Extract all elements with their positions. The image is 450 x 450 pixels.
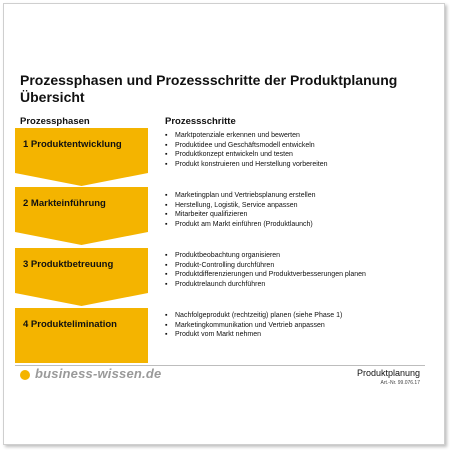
phase-4-box <box>15 308 148 363</box>
bullet-icon: ▪ <box>165 192 168 199</box>
bullet-icon: ▪ <box>165 312 168 319</box>
phase-3-steps <box>165 251 440 289</box>
bullet-icon: ▪ <box>165 141 168 149</box>
bullet-icon: ▪ <box>165 201 168 209</box>
footer-doc-title: Produktplanung <box>356 368 420 378</box>
footer-article-number: Art.-Nr. 99.076.17 <box>380 380 420 386</box>
bullet-icon: ▪ <box>165 151 168 158</box>
phase-1-arrow <box>15 128 148 186</box>
box-shape <box>15 308 148 363</box>
page-title <box>20 72 420 106</box>
column-header-phases: Prozessphasen <box>20 116 90 127</box>
list-item: ▪ Nachfolgeprodukt (rechtzeitig) planen (siehe Phase 1) <box>165 312 343 319</box>
list-item: ▪ Produkt am Markt einführen (Produktlaunch) <box>165 220 313 228</box>
list-item: ▪ Produkt vom Markt nehmen <box>165 331 261 338</box>
phase-4-steps <box>165 311 440 340</box>
list-item: ▪ Produkt konstruieren und Herstellung vorbereiten <box>165 160 328 168</box>
phase-1-steps <box>165 131 440 169</box>
phase-4-label: 4 Produktelimination <box>23 319 117 330</box>
list-item: ▪ Produktbeobachtung organisieren <box>165 252 281 259</box>
bullet-icon: ▪ <box>165 261 168 269</box>
phase-2-label: 2 Markteinführung <box>23 198 106 209</box>
list-item: ▪ Herstellung, Logistik, Service anpassen <box>165 201 298 209</box>
logo: business-wissen.de <box>35 366 162 381</box>
phase-1-label: 1 Produktentwicklung <box>23 139 122 150</box>
bullet-icon: ▪ <box>165 211 168 218</box>
phase-3-label: 3 Produktbetreuung <box>23 259 114 270</box>
list-item: ▪ Produktkonzept entwickeln und testen <box>165 151 293 158</box>
list-item: ▪ Marketingplan und Vertriebsplanung erstellen <box>165 192 316 199</box>
list-item: ▪ Marktpotenziale erkennen und bewerten <box>165 132 300 139</box>
title-line-2: Übersicht <box>20 89 85 105</box>
logo-dot-icon <box>20 370 30 380</box>
list-item: ▪ Produktidee und Geschäftsmodell entwickeln <box>165 141 315 149</box>
phase-3-arrow <box>15 248 148 306</box>
list-item: ▪ Produktrelaunch durchführen <box>165 280 266 288</box>
chevron-arrow-shape <box>15 128 148 186</box>
list-item: ▪ Mitarbeiter qualifizieren <box>165 211 248 218</box>
bullet-icon: ▪ <box>165 220 168 228</box>
chevron-arrow-shape <box>15 248 148 306</box>
list-item: ▪ Produktdifferenzierungen und Produktverbesserungen planen <box>165 271 366 278</box>
bullet-icon: ▪ <box>165 271 168 278</box>
chevron-arrow-shape <box>15 187 148 245</box>
bullet-icon: ▪ <box>165 321 168 329</box>
bullet-icon: ▪ <box>165 132 168 139</box>
bullet-icon: ▪ <box>165 160 168 168</box>
bullet-icon: ▪ <box>165 331 168 338</box>
bullet-icon: ▪ <box>165 280 168 288</box>
bullet-icon: ▪ <box>165 252 168 259</box>
list-item: ▪ Produkt-Controlling durchführen <box>165 261 275 269</box>
phase-2-arrow <box>15 187 148 245</box>
list-item: ▪ Marketingkommunikation und Vertrieb anpassen <box>165 321 325 329</box>
title-line-1: Prozessphasen und Prozessschritte der Produktplanung <box>20 72 398 88</box>
phase-2-steps <box>165 191 440 229</box>
column-header-steps: Prozessschritte <box>165 116 236 127</box>
